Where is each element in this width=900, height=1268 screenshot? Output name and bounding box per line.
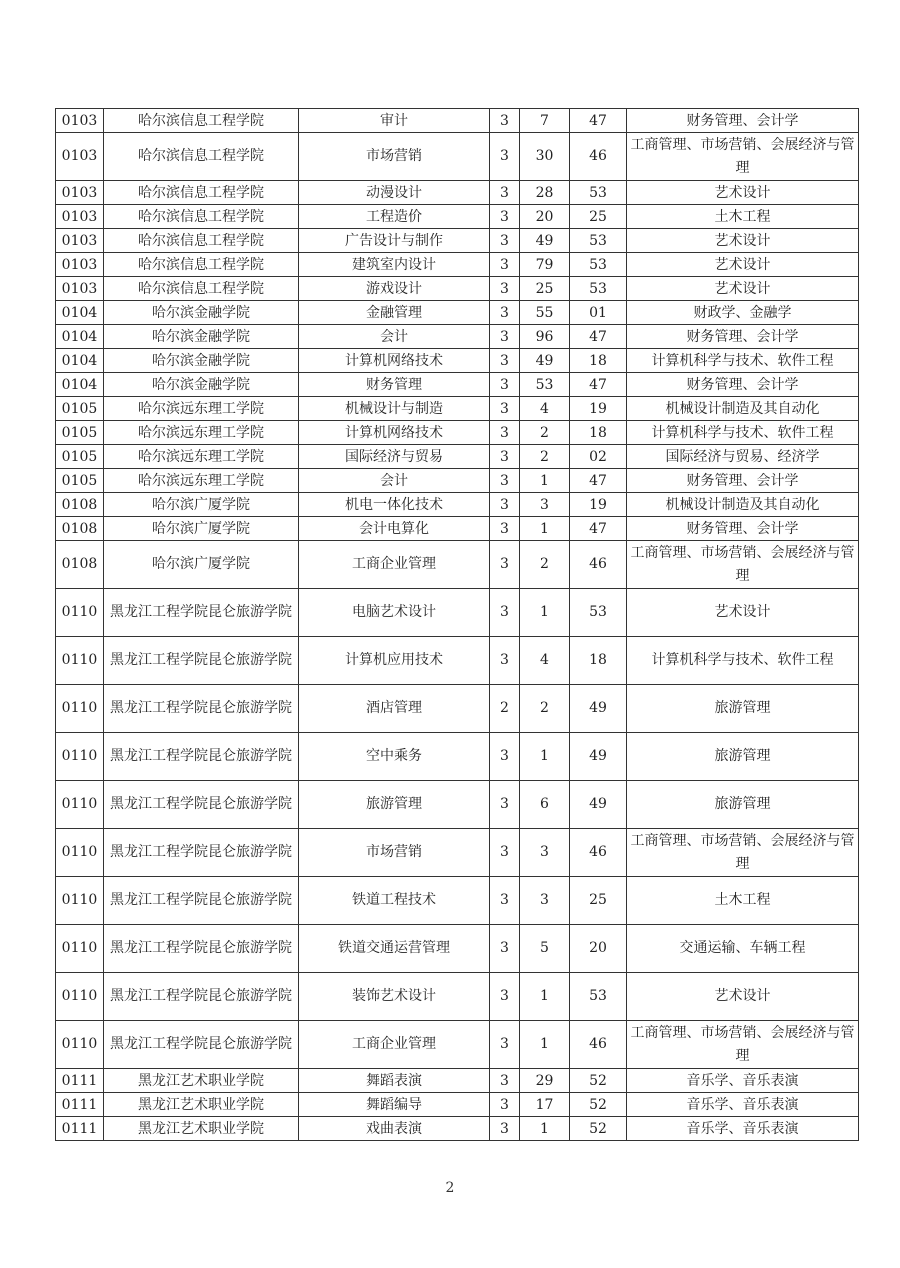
- duration-cell: 3: [490, 325, 520, 349]
- table-row: [56, 685, 859, 733]
- category-cell: 财政学、金融学: [627, 301, 859, 325]
- school-code-cell: 0110: [56, 733, 104, 781]
- category-cell: 土木工程: [627, 877, 859, 925]
- school-name-cell: 哈尔滨远东理工学院: [104, 469, 299, 493]
- major-name-cell: 会计: [299, 325, 490, 349]
- duration-cell: 3: [490, 229, 520, 253]
- plan-count-cell: 29: [520, 1069, 570, 1093]
- plan-count-cell: 3: [520, 877, 570, 925]
- table-row: [56, 133, 859, 181]
- plan-count-cell: 5: [520, 925, 570, 973]
- major-name-cell: 财务管理: [299, 373, 490, 397]
- category-cell: 交通运输、车辆工程: [627, 925, 859, 973]
- major-name-cell: 会计电算化: [299, 517, 490, 541]
- school-name-cell: 黑龙江艺术职业学院: [104, 1069, 299, 1093]
- school-name-cell: 黑龙江艺术职业学院: [104, 1117, 299, 1141]
- school-name-cell: 哈尔滨远东理工学院: [104, 397, 299, 421]
- plan-count-cell: 96: [520, 325, 570, 349]
- category-code-cell: 47: [570, 517, 627, 541]
- duration-cell: 3: [490, 733, 520, 781]
- category-cell: 音乐学、音乐表演: [627, 1069, 859, 1093]
- table-row: [56, 301, 859, 325]
- page-number: 2: [445, 1180, 455, 1196]
- category-code-cell: 52: [570, 1117, 627, 1141]
- category-code-cell: 53: [570, 589, 627, 637]
- category-code-cell: 18: [570, 349, 627, 373]
- category-cell: 工商管理、市场营销、会展经济与管理: [627, 541, 859, 589]
- plan-count-cell: 3: [520, 829, 570, 877]
- table-row: [56, 541, 859, 589]
- category-code-cell: 01: [570, 301, 627, 325]
- plan-count-cell: 1: [520, 1021, 570, 1069]
- major-name-cell: 市场营销: [299, 133, 490, 181]
- category-code-cell: 49: [570, 733, 627, 781]
- major-name-cell: 计算机网络技术: [299, 421, 490, 445]
- plan-count-cell: 2: [520, 541, 570, 589]
- category-code-cell: 46: [570, 133, 627, 181]
- school-name-cell: 哈尔滨信息工程学院: [104, 253, 299, 277]
- plan-count-cell: 1: [520, 973, 570, 1021]
- category-cell: 计算机科学与技术、软件工程: [627, 421, 859, 445]
- duration-cell: 2: [490, 685, 520, 733]
- category-cell: 国际经济与贸易、经济学: [627, 445, 859, 469]
- duration-cell: 3: [490, 1069, 520, 1093]
- major-name-cell: 舞蹈编导: [299, 1093, 490, 1117]
- school-name-cell: 黑龙江艺术职业学院: [104, 1093, 299, 1117]
- category-cell: 音乐学、音乐表演: [627, 1117, 859, 1141]
- school-code-cell: 0108: [56, 541, 104, 589]
- school-name-cell: 哈尔滨信息工程学院: [104, 229, 299, 253]
- major-name-cell: 电脑艺术设计: [299, 589, 490, 637]
- duration-cell: 3: [490, 517, 520, 541]
- plan-count-cell: 25: [520, 277, 570, 301]
- school-name-cell: 哈尔滨金融学院: [104, 349, 299, 373]
- school-name-cell: 哈尔滨远东理工学院: [104, 421, 299, 445]
- duration-cell: 3: [490, 109, 520, 133]
- plan-count-cell: 30: [520, 133, 570, 181]
- plan-count-cell: 2: [520, 685, 570, 733]
- table-row: [56, 109, 859, 133]
- category-cell: 财务管理、会计学: [627, 517, 859, 541]
- plan-count-cell: 1: [520, 733, 570, 781]
- table-row: [56, 589, 859, 637]
- plan-count-cell: 3: [520, 493, 570, 517]
- table-row: [56, 373, 859, 397]
- category-code-cell: 19: [570, 397, 627, 421]
- school-code-cell: 0108: [56, 493, 104, 517]
- table-row: [56, 973, 859, 1021]
- school-code-cell: 0104: [56, 325, 104, 349]
- major-name-cell: 工商企业管理: [299, 541, 490, 589]
- duration-cell: 3: [490, 1021, 520, 1069]
- table-body: [56, 109, 859, 1141]
- school-name-cell: 哈尔滨广厦学院: [104, 541, 299, 589]
- major-name-cell: 舞蹈表演: [299, 1069, 490, 1093]
- school-code-cell: 0111: [56, 1069, 104, 1093]
- major-name-cell: 市场营销: [299, 829, 490, 877]
- table-row: [56, 205, 859, 229]
- major-name-cell: 铁道工程技术: [299, 877, 490, 925]
- plan-count-cell: 79: [520, 253, 570, 277]
- category-cell: 音乐学、音乐表演: [627, 1093, 859, 1117]
- category-code-cell: 02: [570, 445, 627, 469]
- school-code-cell: 0110: [56, 637, 104, 685]
- school-name-cell: 黑龙江工程学院昆仑旅游学院: [104, 637, 299, 685]
- category-cell: 旅游管理: [627, 781, 859, 829]
- table-row: [56, 181, 859, 205]
- duration-cell: 3: [490, 373, 520, 397]
- category-code-cell: 53: [570, 277, 627, 301]
- table-row: [56, 1117, 859, 1141]
- school-name-cell: 黑龙江工程学院昆仑旅游学院: [104, 925, 299, 973]
- duration-cell: 3: [490, 1117, 520, 1141]
- category-cell: 工商管理、市场营销、会展经济与管理: [627, 829, 859, 877]
- major-name-cell: 广告设计与制作: [299, 229, 490, 253]
- school-name-cell: 哈尔滨信息工程学院: [104, 181, 299, 205]
- category-cell: 旅游管理: [627, 733, 859, 781]
- category-cell: 艺术设计: [627, 277, 859, 301]
- table-row: [56, 517, 859, 541]
- school-code-cell: 0103: [56, 277, 104, 301]
- table-row: [56, 877, 859, 925]
- school-name-cell: 哈尔滨信息工程学院: [104, 205, 299, 229]
- plan-count-cell: 4: [520, 637, 570, 685]
- major-name-cell: 建筑室内设计: [299, 253, 490, 277]
- category-code-cell: 18: [570, 637, 627, 685]
- major-name-cell: 机械设计与制造: [299, 397, 490, 421]
- school-name-cell: 黑龙江工程学院昆仑旅游学院: [104, 877, 299, 925]
- category-code-cell: 20: [570, 925, 627, 973]
- school-code-cell: 0103: [56, 229, 104, 253]
- school-code-cell: 0110: [56, 781, 104, 829]
- school-name-cell: 黑龙江工程学院昆仑旅游学院: [104, 781, 299, 829]
- major-name-cell: 空中乘务: [299, 733, 490, 781]
- category-code-cell: 46: [570, 541, 627, 589]
- major-name-cell: 酒店管理: [299, 685, 490, 733]
- category-code-cell: 47: [570, 469, 627, 493]
- table-row: [56, 493, 859, 517]
- school-code-cell: 0103: [56, 181, 104, 205]
- table-row: [56, 925, 859, 973]
- category-cell: 艺术设计: [627, 229, 859, 253]
- school-code-cell: 0103: [56, 109, 104, 133]
- duration-cell: 3: [490, 277, 520, 301]
- category-code-cell: 47: [570, 325, 627, 349]
- school-name-cell: 黑龙江工程学院昆仑旅游学院: [104, 685, 299, 733]
- table-row: [56, 349, 859, 373]
- category-code-cell: 53: [570, 253, 627, 277]
- duration-cell: 3: [490, 973, 520, 1021]
- school-name-cell: 哈尔滨信息工程学院: [104, 277, 299, 301]
- major-name-cell: 旅游管理: [299, 781, 490, 829]
- duration-cell: 3: [490, 781, 520, 829]
- school-code-cell: 0103: [56, 205, 104, 229]
- category-code-cell: 53: [570, 229, 627, 253]
- duration-cell: 3: [490, 301, 520, 325]
- table-row: [56, 421, 859, 445]
- major-name-cell: 会计: [299, 469, 490, 493]
- plan-count-cell: 1: [520, 469, 570, 493]
- table-row: [56, 781, 859, 829]
- category-cell: 财务管理、会计学: [627, 325, 859, 349]
- table-row: [56, 1069, 859, 1093]
- category-code-cell: 49: [570, 685, 627, 733]
- duration-cell: 3: [490, 1093, 520, 1117]
- school-name-cell: 黑龙江工程学院昆仑旅游学院: [104, 589, 299, 637]
- school-code-cell: 0105: [56, 421, 104, 445]
- plan-count-cell: 4: [520, 397, 570, 421]
- plan-count-cell: 6: [520, 781, 570, 829]
- school-name-cell: 哈尔滨金融学院: [104, 325, 299, 349]
- school-code-cell: 0104: [56, 373, 104, 397]
- table-row: [56, 1021, 859, 1069]
- category-cell: 艺术设计: [627, 973, 859, 1021]
- school-name-cell: 黑龙江工程学院昆仑旅游学院: [104, 829, 299, 877]
- duration-cell: 3: [490, 541, 520, 589]
- major-name-cell: 国际经济与贸易: [299, 445, 490, 469]
- duration-cell: 3: [490, 925, 520, 973]
- category-cell: 财务管理、会计学: [627, 109, 859, 133]
- category-code-cell: 47: [570, 109, 627, 133]
- plan-count-cell: 49: [520, 349, 570, 373]
- school-code-cell: 0103: [56, 133, 104, 181]
- duration-cell: 3: [490, 253, 520, 277]
- school-name-cell: 哈尔滨广厦学院: [104, 517, 299, 541]
- major-name-cell: 工商企业管理: [299, 1021, 490, 1069]
- table-row: [56, 733, 859, 781]
- plan-count-cell: 28: [520, 181, 570, 205]
- category-code-cell: 49: [570, 781, 627, 829]
- duration-cell: 3: [490, 421, 520, 445]
- category-code-cell: 52: [570, 1069, 627, 1093]
- category-cell: 机械设计制造及其自动化: [627, 493, 859, 517]
- school-name-cell: 哈尔滨信息工程学院: [104, 109, 299, 133]
- category-cell: 工商管理、市场营销、会展经济与管理: [627, 133, 859, 181]
- school-code-cell: 0110: [56, 1021, 104, 1069]
- category-cell: 财务管理、会计学: [627, 469, 859, 493]
- school-code-cell: 0105: [56, 469, 104, 493]
- category-code-cell: 46: [570, 1021, 627, 1069]
- school-code-cell: 0111: [56, 1093, 104, 1117]
- duration-cell: 3: [490, 877, 520, 925]
- category-code-cell: 53: [570, 973, 627, 1021]
- school-name-cell: 哈尔滨广厦学院: [104, 493, 299, 517]
- category-code-cell: 25: [570, 205, 627, 229]
- duration-cell: 3: [490, 181, 520, 205]
- school-name-cell: 哈尔滨信息工程学院: [104, 133, 299, 181]
- table-row: [56, 277, 859, 301]
- duration-cell: 3: [490, 133, 520, 181]
- plan-count-cell: 49: [520, 229, 570, 253]
- duration-cell: 3: [490, 637, 520, 685]
- school-code-cell: 0110: [56, 925, 104, 973]
- plan-count-cell: 55: [520, 301, 570, 325]
- school-code-cell: 0110: [56, 685, 104, 733]
- table-row: [56, 829, 859, 877]
- category-cell: 土木工程: [627, 205, 859, 229]
- major-name-cell: 戏曲表演: [299, 1117, 490, 1141]
- category-cell: 计算机科学与技术、软件工程: [627, 349, 859, 373]
- school-name-cell: 黑龙江工程学院昆仑旅游学院: [104, 733, 299, 781]
- table-row: [56, 469, 859, 493]
- category-cell: 计算机科学与技术、软件工程: [627, 637, 859, 685]
- school-code-cell: 0104: [56, 301, 104, 325]
- category-code-cell: 19: [570, 493, 627, 517]
- category-code-cell: 52: [570, 1093, 627, 1117]
- plan-count-cell: 2: [520, 421, 570, 445]
- plan-count-cell: 1: [520, 517, 570, 541]
- major-name-cell: 计算机应用技术: [299, 637, 490, 685]
- table-row: [56, 229, 859, 253]
- school-name-cell: 哈尔滨远东理工学院: [104, 445, 299, 469]
- school-name-cell: 黑龙江工程学院昆仑旅游学院: [104, 1021, 299, 1069]
- major-name-cell: 金融管理: [299, 301, 490, 325]
- school-code-cell: 0110: [56, 589, 104, 637]
- school-code-cell: 0108: [56, 517, 104, 541]
- major-name-cell: 工程造价: [299, 205, 490, 229]
- school-code-cell: 0103: [56, 253, 104, 277]
- school-code-cell: 0105: [56, 445, 104, 469]
- duration-cell: 3: [490, 397, 520, 421]
- category-code-cell: 47: [570, 373, 627, 397]
- school-code-cell: 0111: [56, 1117, 104, 1141]
- category-cell: 艺术设计: [627, 181, 859, 205]
- table-row: [56, 397, 859, 421]
- duration-cell: 3: [490, 829, 520, 877]
- duration-cell: 3: [490, 205, 520, 229]
- major-name-cell: 审计: [299, 109, 490, 133]
- duration-cell: 3: [490, 469, 520, 493]
- duration-cell: 3: [490, 349, 520, 373]
- duration-cell: 3: [490, 445, 520, 469]
- plan-count-cell: 1: [520, 1117, 570, 1141]
- table-row: [56, 1093, 859, 1117]
- plan-count-cell: 17: [520, 1093, 570, 1117]
- major-name-cell: 计算机网络技术: [299, 349, 490, 373]
- school-name-cell: 黑龙江工程学院昆仑旅游学院: [104, 973, 299, 1021]
- plan-count-cell: 7: [520, 109, 570, 133]
- table-row: [56, 325, 859, 349]
- category-cell: 机械设计制造及其自动化: [627, 397, 859, 421]
- category-cell: 艺术设计: [627, 253, 859, 277]
- category-cell: 艺术设计: [627, 589, 859, 637]
- category-code-cell: 25: [570, 877, 627, 925]
- admission-table: [55, 108, 859, 1141]
- table-row: [56, 637, 859, 685]
- plan-count-cell: 53: [520, 373, 570, 397]
- major-name-cell: 机电一体化技术: [299, 493, 490, 517]
- table-row: [56, 445, 859, 469]
- duration-cell: 3: [490, 493, 520, 517]
- major-name-cell: 动漫设计: [299, 181, 490, 205]
- major-name-cell: 游戏设计: [299, 277, 490, 301]
- duration-cell: 3: [490, 589, 520, 637]
- category-cell: 财务管理、会计学: [627, 373, 859, 397]
- school-name-cell: 哈尔滨金融学院: [104, 373, 299, 397]
- major-name-cell: 装饰艺术设计: [299, 973, 490, 1021]
- category-code-cell: 53: [570, 181, 627, 205]
- table-row: [56, 253, 859, 277]
- school-code-cell: 0104: [56, 349, 104, 373]
- school-code-cell: 0105: [56, 397, 104, 421]
- category-code-cell: 46: [570, 829, 627, 877]
- plan-count-cell: 2: [520, 445, 570, 469]
- major-name-cell: 铁道交通运营管理: [299, 925, 490, 973]
- plan-count-cell: 20: [520, 205, 570, 229]
- school-code-cell: 0110: [56, 877, 104, 925]
- school-code-cell: 0110: [56, 973, 104, 1021]
- category-cell: 旅游管理: [627, 685, 859, 733]
- category-cell: 工商管理、市场营销、会展经济与管理: [627, 1021, 859, 1069]
- category-code-cell: 18: [570, 421, 627, 445]
- school-code-cell: 0110: [56, 829, 104, 877]
- plan-count-cell: 1: [520, 589, 570, 637]
- school-name-cell: 哈尔滨金融学院: [104, 301, 299, 325]
